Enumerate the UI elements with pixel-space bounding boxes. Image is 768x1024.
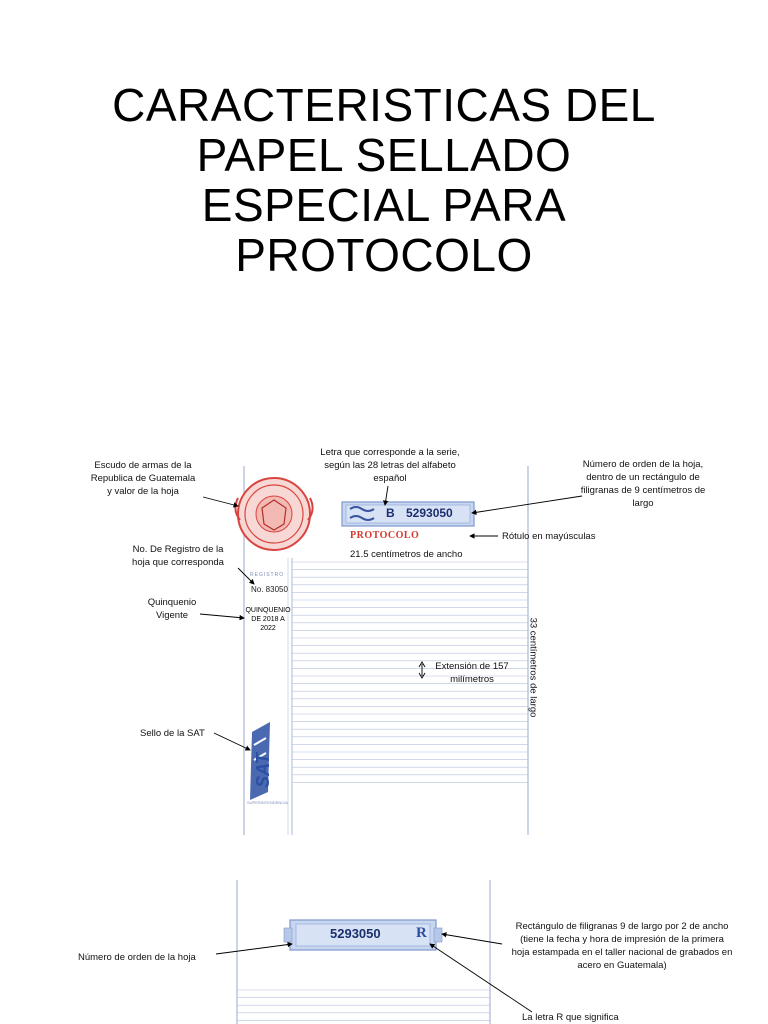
- serial-number-2: 5293050: [330, 926, 381, 941]
- registro-note-1: No. De Registro de la: [132, 544, 224, 555]
- ancho-note: 21.5 centímetros de ancho: [350, 549, 463, 560]
- letra-r-note: La letra R que significa: [522, 1012, 619, 1023]
- quinquenio-note-1: Quinquenio: [147, 597, 197, 608]
- rotulo-note: Rótulo en mayúsculas: [502, 531, 596, 542]
- rectangulo-note-4: acero en Guatemala): [577, 960, 667, 971]
- r-letter: R: [416, 925, 427, 941]
- quinquenio-stamp: [245, 606, 291, 633]
- registro-note: [118, 543, 238, 569]
- quinquenio-line-3: 2022: [260, 625, 276, 632]
- title-line-1: CARACTERISTICAS DEL: [112, 79, 656, 131]
- letra-serie-note-3: español: [373, 473, 407, 484]
- sat-footer: SUPERINTENDENCIA: [247, 800, 288, 805]
- escudo-note: [80, 459, 206, 498]
- title-line-3: ESPECIAL PARA: [201, 179, 567, 231]
- rotulo-protocolo: PROTOCOLO: [350, 530, 420, 541]
- registro-note-2: hoja que corresponda: [132, 557, 224, 568]
- sat-logo-text: SAT: [252, 753, 273, 788]
- title-line-2: PAPEL SELLADO: [196, 129, 572, 181]
- numero-orden-note-2: dentro de un rectángulo de: [586, 472, 700, 483]
- escudo-note-3: y valor de la hoja: [107, 486, 179, 497]
- quinquenio-note-2: Vigente: [155, 610, 189, 621]
- numero-orden-note: [568, 458, 718, 510]
- quinquenio-line-2: DE 2018 A: [251, 616, 285, 623]
- letra-serie-note: [318, 446, 462, 485]
- letra-serie-note-1: Letra que corresponde a la serie,: [320, 447, 460, 458]
- extension-note-2: milímetros: [450, 674, 494, 685]
- quinquenio-line-1: QUINQUENIO: [245, 607, 291, 614]
- rectangulo-note-3: hoja estampada en el taller nacional de grabados en: [511, 947, 733, 958]
- numero-orden-note-2: Número de orden de la hoja: [78, 952, 196, 963]
- serial-number: 5293050: [406, 506, 453, 520]
- numero-orden-note-3: filigranas de 9 centímetros de: [580, 485, 706, 496]
- extension-note: [426, 660, 518, 686]
- rectangulo-note-2: (tiene la fecha y hora de impresión de la primera: [520, 934, 724, 945]
- escudo-seal: [235, 478, 312, 550]
- registro-number: No. 83050: [251, 585, 288, 594]
- serie-letter: B: [386, 506, 395, 520]
- numero-orden-note-1: Número de orden de la hoja,: [582, 459, 704, 470]
- escudo-note-1: Escudo de armas de la: [94, 460, 192, 471]
- rectangulo-note: [498, 920, 746, 972]
- quinquenio-note: [140, 596, 204, 622]
- registro-header: REGISTRO: [250, 572, 285, 578]
- largo-note: 33 centímetros de largo: [527, 617, 539, 718]
- rectangulo-note-1: Rectángulo de filigranas 9 de largo por 2 de ancho: [515, 921, 729, 932]
- escudo-note-2: Republica de Guatemala: [90, 473, 196, 484]
- numero-orden-note-4: largo: [632, 498, 654, 509]
- letra-serie-note-2: según las 28 letras del alfabeto: [324, 460, 456, 471]
- title-line-4: PROTOCOLO: [235, 229, 533, 281]
- extension-note-1: Extensión de 157: [435, 661, 509, 672]
- sello-note: Sello de la SAT: [140, 728, 205, 739]
- sheet-2: [237, 880, 490, 1024]
